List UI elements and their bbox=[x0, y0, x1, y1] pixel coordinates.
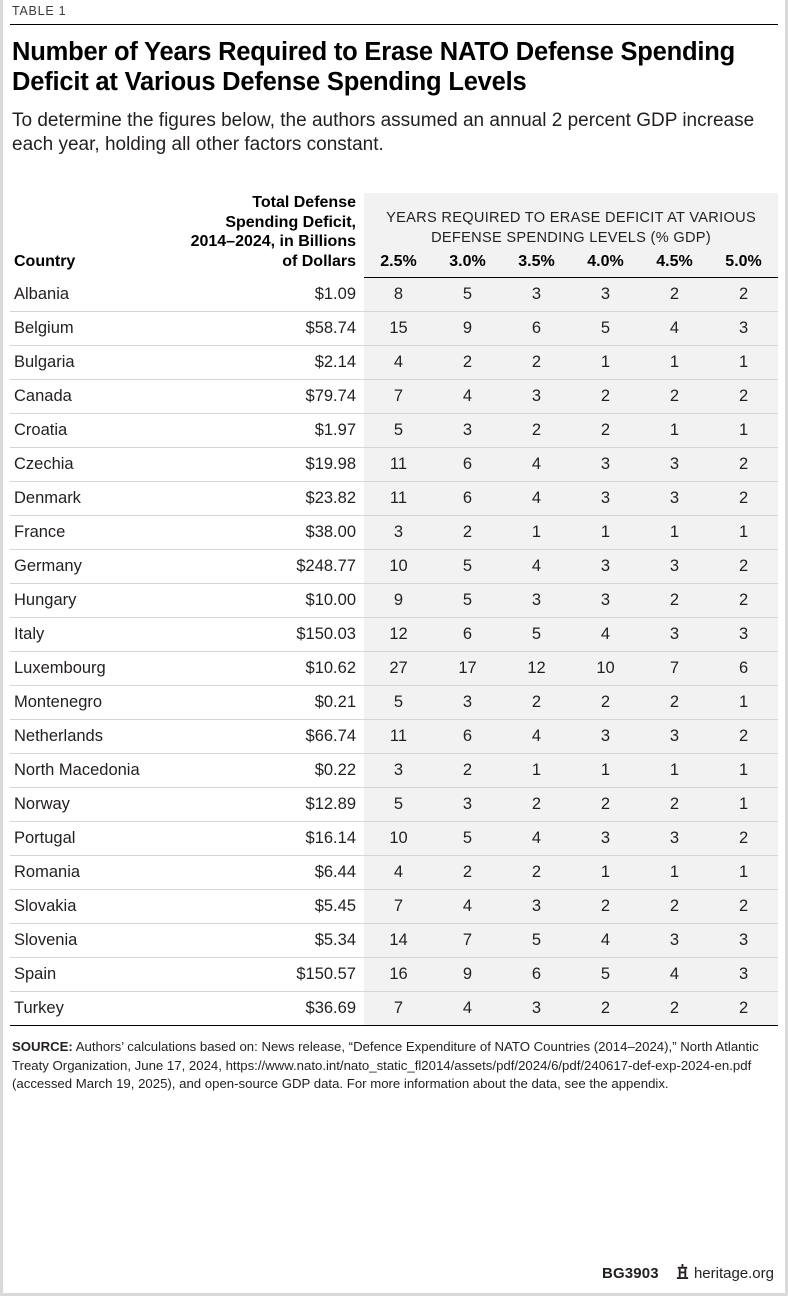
cell-country: Slovakia bbox=[10, 889, 186, 923]
cell-years-3: 5 bbox=[502, 923, 571, 957]
cell-years-3: 3 bbox=[502, 889, 571, 923]
cell-deficit: $10.62 bbox=[186, 651, 364, 685]
cell-years-6: 2 bbox=[709, 481, 778, 515]
cell-years-5: 1 bbox=[640, 413, 709, 447]
cell-years-1: 16 bbox=[364, 957, 433, 991]
cell-years-4: 2 bbox=[571, 991, 640, 1025]
cell-years-5: 1 bbox=[640, 753, 709, 787]
cell-years-6: 1 bbox=[709, 753, 778, 787]
cell-years-2: 6 bbox=[433, 719, 502, 753]
cell-deficit: $66.74 bbox=[186, 719, 364, 753]
cell-years-2: 3 bbox=[433, 787, 502, 821]
cell-years-1: 4 bbox=[364, 855, 433, 889]
cell-years-2: 4 bbox=[433, 991, 502, 1025]
table-row bbox=[10, 957, 778, 991]
cell-years-1: 10 bbox=[364, 549, 433, 583]
cell-years-6: 2 bbox=[709, 889, 778, 923]
cell-years-6: 2 bbox=[709, 821, 778, 855]
table-body bbox=[10, 277, 778, 1025]
cell-country: Luxembourg bbox=[10, 651, 186, 685]
column-header-level-4-0: 4.0% bbox=[571, 250, 640, 277]
cell-deficit: $12.89 bbox=[186, 787, 364, 821]
page-subtitle: To determine the figures below, the authors assumed an annual 2 percent GDP increase each year, holding all other factors constant. bbox=[12, 110, 755, 156]
cell-deficit: $150.57 bbox=[186, 957, 364, 991]
cell-years-6: 2 bbox=[709, 379, 778, 413]
cell-years-2: 2 bbox=[433, 855, 502, 889]
cell-years-6: 1 bbox=[709, 413, 778, 447]
cell-years-6: 3 bbox=[709, 923, 778, 957]
cell-years-6: 3 bbox=[709, 617, 778, 651]
column-header-level-2-5: 2.5% bbox=[364, 250, 433, 277]
table-number-label: TABLE 1 bbox=[12, 4, 67, 18]
cell-years-3: 2 bbox=[502, 855, 571, 889]
cell-years-4: 3 bbox=[571, 583, 640, 617]
cell-years-5: 2 bbox=[640, 583, 709, 617]
cell-years-5: 2 bbox=[640, 685, 709, 719]
cell-years-3: 4 bbox=[502, 447, 571, 481]
cell-years-1: 14 bbox=[364, 923, 433, 957]
table-row bbox=[10, 481, 778, 515]
cell-country: Belgium bbox=[10, 311, 186, 345]
cell-years-3: 2 bbox=[502, 413, 571, 447]
cell-years-3: 4 bbox=[502, 549, 571, 583]
cell-deficit: $5.45 bbox=[186, 889, 364, 923]
cell-years-1: 11 bbox=[364, 447, 433, 481]
cell-years-4: 2 bbox=[571, 787, 640, 821]
cell-deficit: $10.00 bbox=[186, 583, 364, 617]
cell-years-3: 1 bbox=[502, 753, 571, 787]
cell-years-4: 5 bbox=[571, 957, 640, 991]
cell-years-5: 3 bbox=[640, 447, 709, 481]
cell-years-5: 1 bbox=[640, 345, 709, 379]
cell-years-4: 3 bbox=[571, 447, 640, 481]
cell-years-3: 1 bbox=[502, 515, 571, 549]
table-row bbox=[10, 379, 778, 413]
cell-years-6: 6 bbox=[709, 651, 778, 685]
cell-years-6: 1 bbox=[709, 685, 778, 719]
cell-deficit: $1.97 bbox=[186, 413, 364, 447]
cell-years-2: 6 bbox=[433, 447, 502, 481]
cell-country: France bbox=[10, 515, 186, 549]
brand bbox=[673, 1265, 774, 1282]
cell-country: Montenegro bbox=[10, 685, 186, 719]
cell-years-1: 3 bbox=[364, 753, 433, 787]
cell-years-6: 1 bbox=[709, 515, 778, 549]
cell-country: Slovenia bbox=[10, 923, 186, 957]
cell-years-6: 2 bbox=[709, 583, 778, 617]
table-row bbox=[10, 515, 778, 549]
cell-years-5: 3 bbox=[640, 923, 709, 957]
table-row bbox=[10, 685, 778, 719]
cell-years-1: 7 bbox=[364, 991, 433, 1025]
cell-years-5: 1 bbox=[640, 855, 709, 889]
cell-deficit: $248.77 bbox=[186, 549, 364, 583]
cell-years-5: 4 bbox=[640, 957, 709, 991]
cell-years-1: 15 bbox=[364, 311, 433, 345]
cell-years-1: 5 bbox=[364, 685, 433, 719]
column-header-deficit: Total Defense Spending Deficit, 2014–2024, in Billions of Dollars bbox=[190, 194, 356, 270]
source-label: SOURCE: bbox=[12, 1038, 73, 1054]
cell-years-6: 3 bbox=[709, 957, 778, 991]
cell-years-1: 4 bbox=[364, 345, 433, 379]
cell-years-3: 4 bbox=[502, 821, 571, 855]
cell-years-6: 2 bbox=[709, 719, 778, 753]
table-row bbox=[10, 753, 778, 787]
cell-years-2: 9 bbox=[433, 957, 502, 991]
cell-years-3: 3 bbox=[502, 583, 571, 617]
cell-years-4: 3 bbox=[571, 277, 640, 311]
cell-years-3: 6 bbox=[502, 311, 571, 345]
cell-deficit: $36.69 bbox=[186, 991, 364, 1025]
cell-years-2: 2 bbox=[433, 515, 502, 549]
cell-deficit: $0.22 bbox=[186, 753, 364, 787]
cell-years-1: 12 bbox=[364, 617, 433, 651]
header-divider bbox=[10, 24, 778, 25]
table-row bbox=[10, 413, 778, 447]
cell-years-4: 2 bbox=[571, 685, 640, 719]
cell-years-2: 5 bbox=[433, 583, 502, 617]
cell-years-4: 10 bbox=[571, 651, 640, 685]
cell-years-4: 3 bbox=[571, 719, 640, 753]
table-row bbox=[10, 549, 778, 583]
cell-years-3: 2 bbox=[502, 345, 571, 379]
cell-years-2: 6 bbox=[433, 617, 502, 651]
table-row bbox=[10, 787, 778, 821]
cell-years-2: 9 bbox=[433, 311, 502, 345]
cell-years-4: 1 bbox=[571, 855, 640, 889]
cell-years-2: 2 bbox=[433, 753, 502, 787]
cell-deficit: $38.00 bbox=[186, 515, 364, 549]
cell-years-1: 7 bbox=[364, 889, 433, 923]
column-header-level-3-0: 3.0% bbox=[433, 250, 502, 277]
cell-years-5: 3 bbox=[640, 549, 709, 583]
cell-years-1: 11 bbox=[364, 719, 433, 753]
cell-years-6: 2 bbox=[709, 991, 778, 1025]
table-row bbox=[10, 583, 778, 617]
cell-deficit: $58.74 bbox=[186, 311, 364, 345]
table-row bbox=[10, 855, 778, 889]
cell-deficit: $150.03 bbox=[186, 617, 364, 651]
cell-years-2: 7 bbox=[433, 923, 502, 957]
cell-years-1: 10 bbox=[364, 821, 433, 855]
cell-years-4: 3 bbox=[571, 549, 640, 583]
cell-years-6: 2 bbox=[709, 549, 778, 583]
cell-years-6: 1 bbox=[709, 787, 778, 821]
cell-years-4: 2 bbox=[571, 379, 640, 413]
table-row bbox=[10, 991, 778, 1025]
cell-years-3: 12 bbox=[502, 651, 571, 685]
cell-years-4: 5 bbox=[571, 311, 640, 345]
cell-years-1: 27 bbox=[364, 651, 433, 685]
cell-years-5: 3 bbox=[640, 617, 709, 651]
cell-years-1: 7 bbox=[364, 379, 433, 413]
source-note bbox=[10, 1038, 772, 1094]
cell-country: Portugal bbox=[10, 821, 186, 855]
report-code: BG3903 bbox=[601, 1265, 659, 1282]
column-header-level-5-0: 5.0% bbox=[709, 250, 778, 277]
column-header-level-4-5: 4.5% bbox=[640, 250, 709, 277]
table-header bbox=[10, 193, 778, 277]
table-row bbox=[10, 651, 778, 685]
cell-country: Spain bbox=[10, 957, 186, 991]
cell-country: Italy bbox=[10, 617, 186, 651]
cell-years-2: 5 bbox=[433, 821, 502, 855]
cell-years-1: 8 bbox=[364, 277, 433, 311]
footer bbox=[0, 1263, 788, 1282]
cell-years-3: 6 bbox=[502, 957, 571, 991]
table-row bbox=[10, 923, 778, 957]
cell-country: Albania bbox=[10, 277, 186, 311]
cell-years-4: 3 bbox=[571, 821, 640, 855]
source-text: Authors’ calculations based on: News release, “Defence Expenditure of NATO Countries (2014–2024),” North Atlantic Treaty Organization, June 17, 2024, https://www.nato.int/nato_static_fl2014/assets/pdf/2024/6/pdf/240617-def-exp-2024-en.pdf (accessed March 19, 2025), and open-source GDP data. For more information about the data, see the appendix. bbox=[12, 1038, 759, 1092]
cell-deficit: $2.14 bbox=[186, 345, 364, 379]
column-header-country: Country bbox=[14, 253, 76, 271]
cell-years-2: 2 bbox=[433, 345, 502, 379]
cell-years-3: 3 bbox=[502, 991, 571, 1025]
cell-deficit: $5.34 bbox=[186, 923, 364, 957]
cell-country: Germany bbox=[10, 549, 186, 583]
cell-years-1: 9 bbox=[364, 583, 433, 617]
table-row bbox=[10, 277, 778, 311]
cell-years-5: 3 bbox=[640, 719, 709, 753]
cell-years-5: 2 bbox=[640, 787, 709, 821]
column-group-header-years: YEARS REQUIRED TO ERASE DEFICIT AT VARIOUS DEFENSE SPENDING LEVELS (% GDP) bbox=[364, 193, 778, 250]
cell-country: Netherlands bbox=[10, 719, 186, 753]
cell-years-4: 4 bbox=[571, 923, 640, 957]
cell-years-6: 3 bbox=[709, 311, 778, 345]
cell-deficit: $79.74 bbox=[186, 379, 364, 413]
cell-years-5: 2 bbox=[640, 379, 709, 413]
cell-country: North Macedonia bbox=[10, 753, 186, 787]
cell-country: Norway bbox=[10, 787, 186, 821]
cell-country: Denmark bbox=[10, 481, 186, 515]
cell-years-5: 4 bbox=[640, 311, 709, 345]
cell-years-4: 2 bbox=[571, 889, 640, 923]
nato-deficit-table bbox=[10, 193, 778, 1026]
cell-years-2: 17 bbox=[433, 651, 502, 685]
table-row bbox=[10, 889, 778, 923]
heritage-logo-icon bbox=[675, 1264, 690, 1283]
cell-country: Bulgaria bbox=[10, 345, 186, 379]
cell-deficit: $16.14 bbox=[186, 821, 364, 855]
cell-years-5: 2 bbox=[640, 889, 709, 923]
page-edge-left bbox=[0, 0, 3, 1296]
cell-years-4: 2 bbox=[571, 413, 640, 447]
cell-years-5: 3 bbox=[640, 821, 709, 855]
cell-years-4: 1 bbox=[571, 515, 640, 549]
cell-deficit: $6.44 bbox=[186, 855, 364, 889]
page-title: Number of Years Required to Erase NATO Defense Spending Deficit at Various Defense Spending Levels bbox=[12, 38, 736, 97]
cell-years-5: 2 bbox=[640, 277, 709, 311]
cell-years-1: 5 bbox=[364, 413, 433, 447]
cell-years-6: 2 bbox=[709, 447, 778, 481]
cell-years-6: 2 bbox=[709, 277, 778, 311]
cell-country: Romania bbox=[10, 855, 186, 889]
cell-country: Hungary bbox=[10, 583, 186, 617]
cell-country: Czechia bbox=[10, 447, 186, 481]
cell-years-2: 4 bbox=[433, 379, 502, 413]
cell-years-1: 5 bbox=[364, 787, 433, 821]
cell-years-4: 3 bbox=[571, 481, 640, 515]
cell-years-5: 1 bbox=[640, 515, 709, 549]
brand-label: heritage.org bbox=[693, 1265, 774, 1282]
cell-years-3: 4 bbox=[502, 719, 571, 753]
cell-country: Canada bbox=[10, 379, 186, 413]
group-header-row bbox=[10, 193, 778, 250]
cell-years-5: 3 bbox=[640, 481, 709, 515]
cell-country: Croatia bbox=[10, 413, 186, 447]
cell-years-5: 2 bbox=[640, 991, 709, 1025]
cell-years-6: 1 bbox=[709, 345, 778, 379]
cell-years-3: 3 bbox=[502, 379, 571, 413]
cell-years-2: 5 bbox=[433, 277, 502, 311]
table-row bbox=[10, 345, 778, 379]
cell-years-2: 6 bbox=[433, 481, 502, 515]
cell-deficit: $0.21 bbox=[186, 685, 364, 719]
table-row bbox=[10, 311, 778, 345]
cell-deficit: $1.09 bbox=[186, 277, 364, 311]
cell-years-4: 1 bbox=[571, 753, 640, 787]
cell-years-3: 4 bbox=[502, 481, 571, 515]
table-row bbox=[10, 447, 778, 481]
cell-years-1: 11 bbox=[364, 481, 433, 515]
cell-years-2: 3 bbox=[433, 413, 502, 447]
cell-years-2: 4 bbox=[433, 889, 502, 923]
column-header-level-3-5: 3.5% bbox=[502, 250, 571, 277]
cell-years-4: 1 bbox=[571, 345, 640, 379]
cell-years-3: 2 bbox=[502, 685, 571, 719]
cell-years-3: 2 bbox=[502, 787, 571, 821]
table-row bbox=[10, 617, 778, 651]
cell-deficit: $19.98 bbox=[186, 447, 364, 481]
cell-deficit: $23.82 bbox=[186, 481, 364, 515]
cell-years-3: 5 bbox=[502, 617, 571, 651]
table-row bbox=[10, 719, 778, 753]
cell-years-3: 3 bbox=[502, 277, 571, 311]
table-row bbox=[10, 821, 778, 855]
cell-years-5: 7 bbox=[640, 651, 709, 685]
cell-years-2: 5 bbox=[433, 549, 502, 583]
cell-years-4: 4 bbox=[571, 617, 640, 651]
cell-years-6: 1 bbox=[709, 855, 778, 889]
cell-years-1: 3 bbox=[364, 515, 433, 549]
cell-country: Turkey bbox=[10, 991, 186, 1025]
cell-years-2: 3 bbox=[433, 685, 502, 719]
